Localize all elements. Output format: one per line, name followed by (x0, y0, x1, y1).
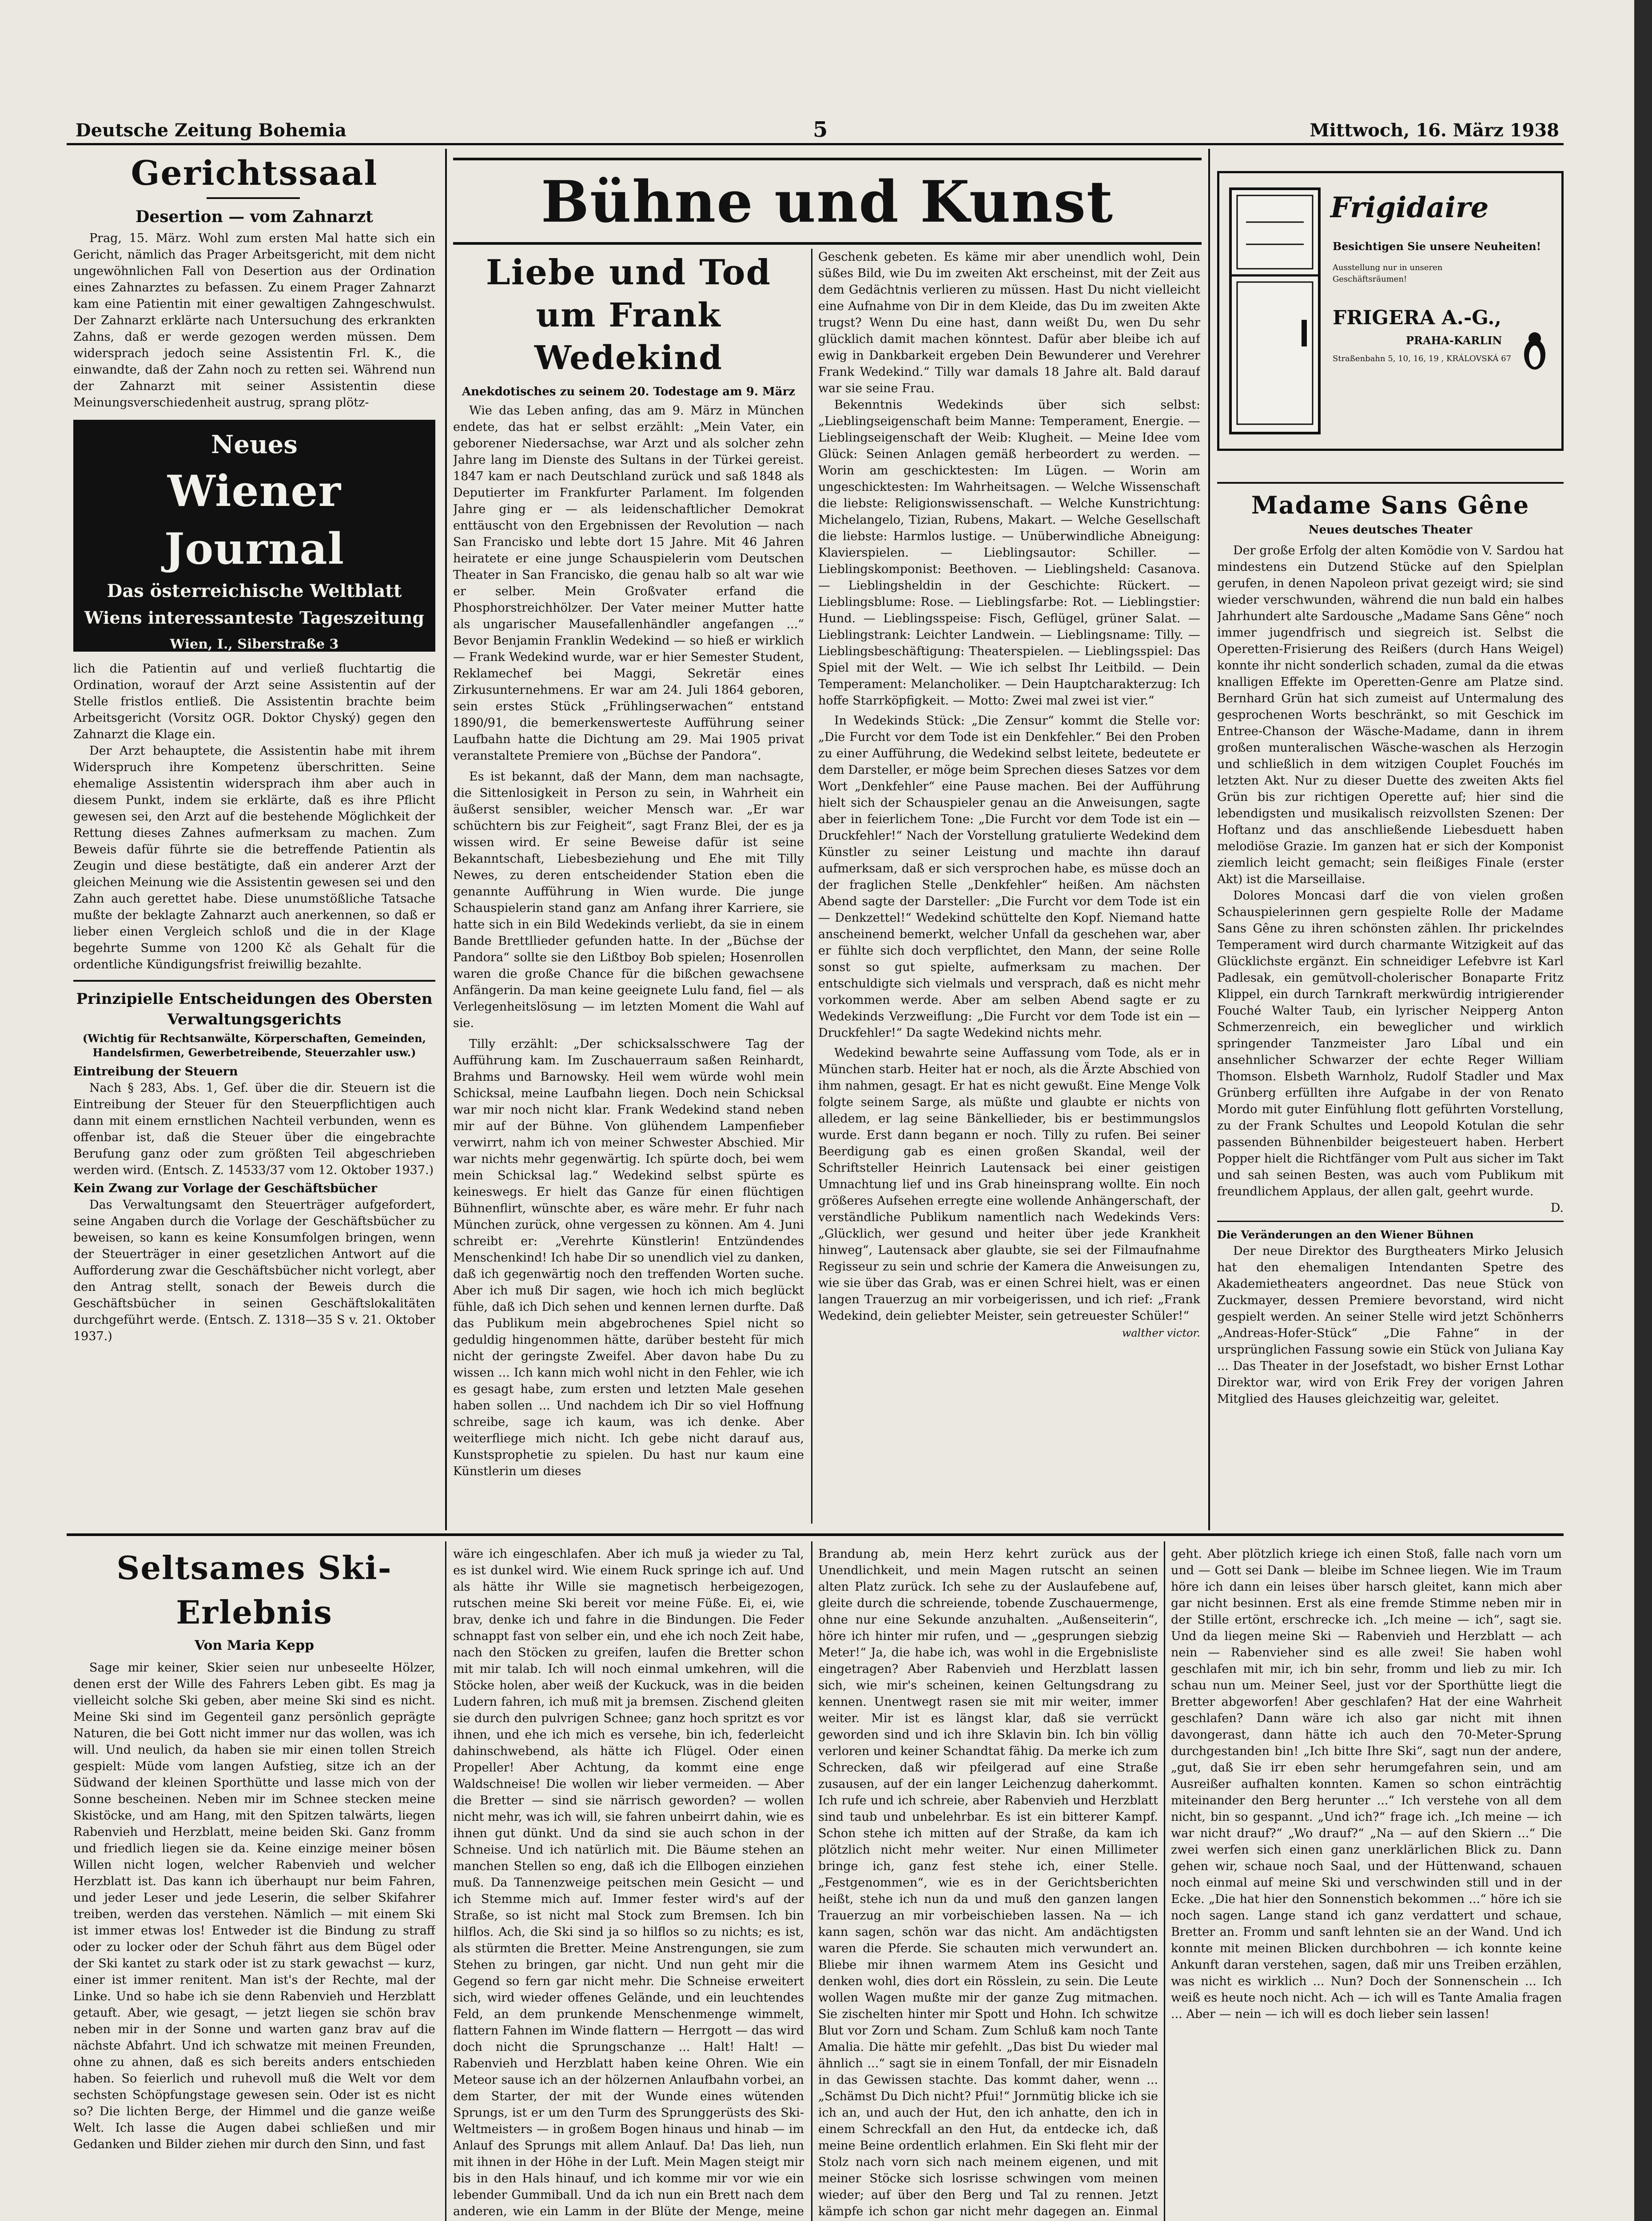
paragraph: Prag, 15. März. Wohl zum ersten Mal hatte sich ein Gericht, nämlich das Prager Arbeitsgericht, mit dem nicht ungewöhnlichen Fall von Desertion aus der Ordination eines Zahnarztes zu befassen. Zu einem Prager Zahnarzt kam eine Patientin mit einer gewaltigen Zahngeschwulst. Der Zahnarzt erklärte nach Untersuchung des erkrankten Zahns, daß er werde gezogen werden müssen. Dem widersprach jedoch seine Assistentin Frl. K., die einwandte, daß der Zahn noch zu retten sei. Während nun der Zahnarzt mit seiner Assistentin diese Meinungsverschiedenheit austrug, sprang plötz- (73, 231, 435, 410)
header-page-number: 5 (813, 117, 828, 142)
article-title: Prinzipielle Entscheidungen des Obersten Verwaltungsgerichts (76, 990, 433, 1028)
column-ski-2 (453, 1546, 804, 2221)
advertisement-frigidaire (1217, 171, 1564, 451)
article-author: walther victor. (1122, 1327, 1200, 1339)
penguin-icon (1517, 329, 1552, 373)
article-author: Von Maria Kepp (195, 1638, 314, 1653)
header-date: Mittwoch, 16. März 1938 (1310, 120, 1559, 141)
paragraph: Geschenk gebeten. Es käme mir aber unendlich wohl, Dein süßes Bild, wie Du im zweiten Akt erscheinst, mit der Zeit aus dem Gedächtnis verlieren zu müssen. Hast Du nicht vielleicht eine Aufnahme von Dir in dem Kleide, das Du im zweiten Akte trugst? Wenn Du eine hast, dann weißt Du, wen Du sehr glücklich damit machen könntest. Dafür aber bleibe ich auf ewig in Dankbarkeit ergeben Dein Bewunderer und Verehrer Frank Wedekind.“ Tilly war damals 18 Jahre alt. Bald darauf war sie seine Frau. (818, 250, 1200, 395)
column-ski-3 (818, 1546, 1158, 2221)
ad-line: Wiens interessanteste Tageszeitung (84, 608, 424, 628)
article-title: Madame Sans Gêne (1251, 491, 1530, 519)
column-wedekind-2 (818, 249, 1200, 1528)
paragraph: Brandung ab, mein Herz kehrt zurück aus der Unendlichkeit, und mein Magen rutscht an seinen alten Platz zurück. Ich sehe zu der Auslaufebene auf, gleite durch die schreiende, tobende Zuschauermenge, ohne nur eine Sekunde anzuhalten. „Außenseiterin“, höre ich hinter mir rufen, und — „gesprungen siebzig Meter!“ Ja, die habe ich, was wohl in die Ergebnisliste eingetragen? Aber Rabenvieh und Herzblatt lassen sich, wie mir's scheinen, keinen Geltungsdrang zu kennen. Unentwegt rasen sie mit mir weiter, immer weiter. Mir ist es längst klar, daß sie verrückt geworden sind und ich ihre Sklavin bin. Ich bin völlig verloren und keiner Schandtat fähig. Da merke ich zum Schrecken, daß wir pfeilgerad auf eine Straße zusausen, auf der ein langer Leichenzug daherkommt. Ich rufe und ich schreie, aber Rabenvieh und Herzblatt sind taub und unbelehrbar. Es ist ein bitterer Kampf. Schon stehe ich mitten auf der Straße, da kam ich plötzlich nicht mehr weiter. Nur einen Millimeter bringe ich, ganz fest stehe ich, einer Stelle. „Festgenommen“, wie es in der Gerichtsberichten heißt, stehe ich nun da und muß den ganzen langen Trauerzug an mir vorbeischieben lassen. Na — ich kann sagen, schön war das nicht. Am andächtigsten waren die Pferde. Sie schauten mich verwundert an. Bliebe mir ihnen warmem Atem ins Gesicht und denken wohl, dies dort ein Rösslein, zu sein. Die Leute wollen Wagen mußte mir der ganze Zug mitmachen. Sie zischelten hinter mir Spott und Hohn. Ich schwitze Blut vor Zorn und Scham. Zum Schluß kam noch Tante Amalia. Die hätte mir gefehlt. „Das bist Du wieder mal ähnlich ...“ sagt sie in einem Tonfall, der mir Eisnadeln in das Gewissen stachte. Das kommt daher, wenn ... „Schämst Du Dich nicht? Pfui!“ Jornmütig blicke ich sie ich an, und auch der Hut, den ich anhatte, den ich in einem Schreckfall an den Hut, da entdecke ich, daß meine Beine ordentlich erlahmen. Ein Ski fleht mir der Stolz nach vorn sich nach meinem eigenen, und mit meiner Stöcke sich losrisse schwingen vom meinen wieder; auf über den Berg und Tal zu rennen. Jetzt kämpfe ich schon gar nicht mehr dagegen an. Einmal (818, 1547, 1158, 2218)
ad-line: Neues (211, 430, 298, 459)
buehne-banner-wrap (453, 158, 1202, 247)
column-rule (1164, 1541, 1165, 2221)
column-gerichtssaal (73, 151, 435, 1528)
column-rule (1208, 149, 1210, 1530)
banner-rule (453, 158, 1202, 160)
title-underline (207, 197, 300, 199)
subheading: Kein Zwang zur Vorlage der Geschäftsbücher (73, 1182, 378, 1195)
paragraph: Wedekind bewahrte seine Auffassung vom Tode, als er in München starb. Heiter hat er noch, als die Ärzte Abschied von ihm nahmen, gesagt. Er hat es nicht gewußt. Eine Menge Volk folgte seinem Sarge, als müßte und glaubte er nichts von alledem, er lag seine Bänkellieder, bis er bestimmungslos wurde. Erst dann begann er noch. Tilly zu rufen. Bei seiner Beerdigung gab es einen großen Skandal, weil der Schriftsteller Heinrich Lautensack bei einer geistigen Umnachtung lief und ins Grab hineinsprang wollte. Ein noch größeres Aufsehen erregte eine wollende Anhängerschaft, der verständliche Publikum namentlich nach Wedekinds Vers: „Glücklich, wer gesund und heiter über jede Krankheit hinweg“, Lautensack aber glaubte, sie sei der Filmaufnahme Regisseur zu sein und schrie der Kamera die Anweisungen zu, wie sie über das Grab, was er einen Schrei hielt, was er einen langen Trauerzug an mir vorbeigerissen, und ich rief: „Frank Wedekind, dein geliebter Meister, sein getreuester Schüler!“ (818, 1046, 1200, 1323)
article-subtitle: Anekdotisches zu seinem 20. Todestage am 9. März (462, 385, 796, 398)
paragraph: lich die Patientin auf und verließ fluchtartig die Ordination, worauf der Arzt seine Assistentin auf der Stelle fristlos entließ. Die Assistentin brachte beim Arbeitsgericht (Vorsitz OGR. Doktor Chyský) gegen den Zahnarzt die Klage ein. (73, 662, 435, 741)
column-ski-1 (73, 1541, 435, 2221)
advertisement-wiener-journal (73, 420, 435, 652)
ad-brand: Frigidaire (1330, 191, 1489, 224)
paragraph: Tilly erzählt: „Der schicksalsschwere Tag der Aufführung kam. Im Zuschauerraum saßen Reinhardt, Brahms und Barnowsky. Heil wem würde wohl mein Schicksal, meine Laufbahn liegen. Doch nein Schicksal war mir noch nicht klar. Frank Wedekind stand neben mir auf der Bühne. Von glühendem Lampenfieber verwirrt, nahm ich von meiner Schwester Abschied. Mir war nichts mehr gegenwärtig. Ich spürte doch, bei wem mein Schicksal lag.“ Wedekind selbst spürte es keineswegs. Er hielt das Ganze für einen flüchtigen Bühnenflirt, wünschte aber, es wäre mehr. Er fuhr nach München zurück, ohne vergessen zu können. Am 4. Juni schreibt er: „Verehrte Künstlerin! Entzündendes Menschenkind! Ich habe Dir so unendlich viel zu danken, daß ich gegenwärtig noch den treffenden Worten suche. Aber ich muß Dir sagen, wie hoch ich mich beglückt fühle, daß ich Dich sehen und kennen lernen durfte. Daß das Publikum mein abgebrochenes Spiel nicht so geduldig hingenommen hätte, darüber besteht für mich nicht der geringste Zweifel. Aber davon habe Du zu wissen ... Ich kann mich wohl nicht in den Fehler, wie ich es gesagt habe, zum ersten und letzten Male gesehen haben sollen ... Und nachdem ich Dir so viel Hoffnung schreibe, sage ich kaum, was ich denke. Aber weiterfliege mich nicht. Ich gebe nicht darauf aus, Kunstsprophetie zu spielen. Du hast nur kaum eine Künstlerin um dieses (453, 1037, 804, 1478)
column-rule (445, 149, 447, 1530)
article-body (453, 1546, 804, 2221)
ad-line: Das österreichische Weltblatt (107, 581, 402, 601)
ad-line: Ausstellung nur in unseren Geschäftsräumen! (1333, 263, 1443, 284)
paragraph: Dolores Moncasi darf die von vielen großen Schauspielerinnen gern gespielte Rolle der Madame Sans Gêne zu ihren schönsten zählen. Ihr prickelndes Temperament wird durch charmante Witzigkeit auf das Glücklichste ergänzt. Ein schneidiger Lefebvre ist Karl Padlesak, ein gemütvoll-cholerischer Bonaparte Fritz Klippel, ein durch Tarnkraft merkwürdig intrigierender Fouché Walter Taub, ein lyrischer Neipperg Anton Schmerzenreich, ein beweglicher und wirklich springender Tanzmeister Jaro Líbal und ein ansehnlicher Schwarzer der echte Reger William Thomson. Elsbeth Warnholz, Rudolf Stadler und Max Grünberg erfüllten ihre Aufgabe in der von Renato Mordo mit guter Einfühlung flott geführten Vorstellung, zu der Frank Schultes und Leopold Kotulan die sehr passenden Bühnenbilder beigesteuert haben. Herbert Popper hielt die Richtfänger vom Pult aus sicher im Takt und sah seinen Besten, was auch vom Publikum mit freundlichem Applaus, der allen galt, geehrt wurde. (1217, 889, 1564, 1198)
ad-street: Straßenbahn 5, 10, 16, 19 , KRÁLOVSKÁ 67 (1333, 354, 1512, 363)
paragraph: Das Verwaltungsamt den Steuerträger aufgefordert, seine Angaben durch die Vorlage der Geschäftsbücher zu beweisen, so kann es keine Konsumfolgen bringen, wenn der Steuerträger in einer gesetzlichen Antwort auf die Aufforderung zwar die Geschäftsbücher nicht vorlegt, aber den Antrag stellt, sonach der Beweis durch die Geschäftsbücher in seinen Geschäftslokalitäten durchgeführt werde. (Entsch. Z. 1318—35 S v. 21. Oktober 1937.) (73, 1198, 435, 1343)
article-body (73, 230, 435, 411)
paragraph: Es ist bekannt, daß der Mann, dem man nachsagte, die Sittenlosigkeit in Person zu sein, in Wahrheit ein äußerst sensibler, weicher Mensch war. „Er war schüchtern bis zur Feigheit“, sagt Franz Blei, der es ja wissen wird. Er seine Beweise dafür ist seine Bekanntschaft, Liebesbeziehung und Ehe mit Tilly Newes, zu deren entscheidender Station eben die genannte Aufführung in Wien wurde. Die junge Schauspielerin stand ganz am Anfang ihrer Karriere, sie hatte sich in ein Bild Wedekinds verliebt, da sie in einem Bande Brettllieder gefunden hatte. In der „Büchse der Pandora“ sollte sie den Lißtboy Bob spielen; Hosenrollen waren die große Chance für die bißchen gewachsene Anfängerin. Da man keine geeignete Lulu fand, fiel — als Verlegenheitslösung — im letzten Moment die Wahl auf sie. (453, 770, 804, 1030)
column-rule (811, 249, 812, 1524)
article-body (818, 1546, 1158, 2221)
paragraph: Sage mir keiner, Skier seien nur unbeseelte Hölzer, denen erst der Wille des Fahrers Leben gibt. Es mag ja vielleicht solche Ski geben, aber meine Ski sind es nicht. Meine Ski sind im Gegenteil ganz persönlich geprägte Naturen, die bei Gott nicht immer nur das wollen, was ich will. Und neulich, da haben sie mir einen tollen Streich gespielt: Müde vom langen Aufstieg, sitze ich an der Südwand der kleinen Sporthütte und lasse mich von der Sonne bescheinen. Neben mir im Schnee stecken meine Skistöcke, und am Hang, mit den Spitzen talwärts, liegen Rabenvieh und Herzblatt, meine beiden Ski. Ganz fromm und friedlich liegen sie da. Keine einzige meiner bösen Willen nicht logen, welcher Rabenvieh und welcher Herzblatt ist. Das kann ich überhaupt nur beim Fahren, und jeder Leser und jede Leserin, die selber Skifahrer treiben, werden das verstehen. Nämlich — mit einem Ski ist immer etwas los! Entweder ist die Bindung zu straff oder zu locker oder der Schuh fährt aus dem Bügel oder der Ski kantet zu stark oder ist zu stark gewachst — kurz, einer ist immer renitent. Man ist's der Rechte, mal der Linke. Und so habe ich sie denn Rabenvieh und Herzblatt getauft. Aber, wie gesagt, — jetzt liegen sie schön brav neben mir in der Sonne und warten ganz brav auf die nächste Abfahrt. Und ich schwatze mit meinen Freunden, ohne zu ahnen, daß es sich bereits anders entschieden haben. So feierlich und ruhevoll muß die Welt vor dem sechsten Schöpfungstage gewesen sein. Oder ist es nicht so? Die lichten Berge, der Himmel und die ganze weiße Welt. Ich lasse die Augen dabei schließen und mir Gedanken und Bilder ziehen mir durch den Sinn, und fast (73, 1661, 435, 2151)
paragraph: wäre ich eingeschlafen. Aber ich muß ja wieder zu Tal, es ist dunkel wird. Wie einem Ruck springe ich auf. Und als hätte ihr Wille sie magnetisch herbeigezogen, rutschen meine Ski bereit vor meine Füße. Ei, ei, wie brav, denke ich und fahre in die Bindungen. Die Feder schnappt fast von selber ein, und ehe ich noch Zeit habe, nach den Stöcken zu greifen, laufen die Bretter schon mit mir talab. Ich will noch einmal umkehren, will die Stöcke holen, aber weiß der Kuckuck, was in die beiden Ludern fahren, ich muß mit ja bremsen. Zischend gleiten sie durch den pulvrigen Schnee; ganz hoch spritzt es vor ihnen, und ehe ich mich es versehe, bin ich, federleicht dahinschwebend, als hätte ich Flügel. Oder einen Propeller! Aber Achtung, da kommt eine enge Waldschneise! Die wollen wir lieber vermeiden. — Aber die Bretter — sind sie närrisch geworden? — wollen nicht mehr, was ich will, sie fahren unbeirrt dahin, wie es ihnen gut dünkt. Und da sind sie auch schon in der Schneise. Und ich natürlich mit. Die Bäume stehen an manchen Stellen so eng, daß ich die Ellbogen einziehen muß. Da Tannenzweige peitschen mein Gesicht — und ich Stemme mich auf. Immer fester wird's auf der Straße, so ist nicht mal Stock zum Bremsen. Ich bin hilflos. Ach, die Ski sind ja so hilflos so zu nichts; es ist, als stürmten die Bretter. Meine Anstrengungen, sie zum Stehen zu bringen, gar nicht. Und nun geht mir die Gegend so fern gar nicht mehr. Die Schneise erweitert sich, wird wieder offenes Gelände, und ein leuchtendes Feld, an dem prunkende Menschenmenge wimmelt, flattern Fahnen im Winde flattern — Herrgott — das wird doch nicht die Sprungschanze ... Halt! Halt! — Rabenvieh und Herzblatt haben keine Ohren. Wie ein Meteor sause ich an der hölzernen Anlaufbahn vorbei, an dem Starter, der mit der Wunde eines wütenden Sprungs, ist er um den Turm des Sprunggerüsts des Ski-Weltmeisters — in großem Bogen hinaus und hinab — im Anlauf des Sprungs mit allem Anlauf. Da! Das lieh, nun mit ihnen in der Höhe in der Luft. Mein Magen steigt mir bis in den Hals hinauf, und ich komme mir vor wie ein lebender Gummiball. Und da ich nun ein Brett nach dem anderen, wie ein Lamm in der Blüte der Menge, meine (453, 1547, 804, 2218)
article-body (453, 402, 804, 1480)
article-body (1217, 542, 1564, 1407)
header-rule (67, 143, 1564, 145)
article-body (73, 1063, 435, 1345)
article-body (73, 661, 435, 973)
article-subtitle: (Wichtig für Rechtsanwälte, Körperschaften, Gemeinden, Handelsfirmen, Gewerbetreibende, Steuerzahler usw.) (83, 1032, 426, 1059)
paragraph: Der große Erfolg der alten Komödie von V. Sardou hat mindestens ein Dutzend Stücke auf den Spielplan gerufen, in denen Napoleon privat gezeigt wird; sie sind wieder verschwunden, während die nun bald ein halbes Jahrhundert alte Sardousche „Madame Sans Gêne“ noch immer jugendfrisch und siegreich ist. Selbst die Operetten-Frisierung des Reißers (durch Hans Weigel) konnte ihr nicht sonderlich schaden, zumal da die etwas knalligen Effekte im Operetten-Genre am Platze sind. Bernhard Grün hat sich zumeist auf Untermalung des gesprochenen Worts beschränkt, so mit Geschick im Entree-Chanson der Wäsche-Madame, dann in ihrem großen munteralischen Wäsche-waschen als Herzogin und schließlich in dem witzigen Couplet Fouchés im letzten Akt. Nur zu dieser Duette des zweiten Akts fiel Grün bis zur richtigen Operette auf; hier sind die lebendigsten und musikalisch reizvollsten Szenen: Der Hoftanz und das anschließende Liebesduett haben melodiöse Grazie. Im ganzen hat er sich der Komponist ziemlich leicht gemacht; sein fleißiges Finale (erster Akt) ist die Marseillaise. (1217, 544, 1564, 886)
ad-masthead: Wiener Journal (164, 466, 345, 574)
article-title: Seltsames Ski-Erlebnis (116, 1549, 392, 1631)
ad-city: PRAHA-KARLIN (1406, 334, 1502, 347)
article-rule (1217, 482, 1564, 484)
paragraph: geht. Aber plötzlich kriege ich einen Stoß, falle nach vorn um und — Gott sei Dank — bleibe im Schnee liegen. Wie im Traum höre ich dann ein leises über harsch gleitet, kann mich aber gar nicht besinnen. Erst als eine fremde Stimme neben mir in der Stille ertönt, erschrecke ich. „Ich meine — ich“, sagt sie. Und da liegen meine Ski — Rabenvieh und Herzblatt — ach nein — Rabenvieher sind es alle zwei! Sie haben wohl geschlafen mit mir, ich bin sehr, fromm und lieb zu mir. Ich schau nun um. Meiner Seel, just vor der Sporthütte liegt die Bretter abgeworfen! Aber geschlafen? Hat der eine Wahrheit geschlafen? Dann wäre ich also gar nicht mit ihnen davongerast, dann hätte ich auch den 70-Meter-Sprung durchgestanden bin! „Ich bitte Ihre Ski“, sagt nun der andere, „gut, daß Sie irr eben sehr herumgefahren sein, und am Ausreißer aufhalten konnten. Kamen so schon einträchtig miteinander den Berg herunter ...“ Ich verstehe von all dem nicht, bin so gespannt. „Und ich?“ frage ich. „Ich meine — ich war nicht drauf?“ „Wo drauf?“ „Na — auf den Skiern ...“ Die zwei werfen sich einen ganz unerklärlichen Blick zu. Dann gehen wir, schaue noch Saal, und der Hüttenwand, schauen noch einmal auf meine Ski und verschwinden still und in der Ecke. „Die hat hier den Sonnenstich bekommen ...“ höre ich sie noch sagen. Lange stand ich ganz verdattert und schaue, Bretter an. Fromm und sanft lehnten sie an der Wand. Und ich konnte mit meinen Blicken durchbohren — ich konnte keine Ankunft daran verstehen, sagen, daß mir uns Treiben erzählen, was nicht es wirklich ... Nun? Doch der Sonnenschein ... Ich weiß es heute noch nicht. Ach — ich will es Tante Amalia fragen ... Aber — nein — ich will es doch lieber sein lassen! (1171, 1547, 1562, 2021)
scan-edge (1634, 0, 1652, 2221)
article-subtitle: Desertion — vom Zahnarzt (135, 207, 373, 226)
header-paper-name: Deutsche Zeitung Bohemia (76, 120, 346, 141)
ad-line: Besichtigen Sie unsere Neuheiten! (1333, 240, 1541, 253)
section-title: Gerichtssaal (131, 153, 378, 193)
article-rule (1217, 1221, 1564, 1222)
paragraph: Wie das Leben anfing, das am 9. März in München endete, das hat er selbst erzählt: „Mein Vater, ein geborener Niedersachse, war Arzt und als solcher zehn Jahre lang im Dienste des Sultans in der Türkei gereist. 1847 kam er nach Deutschland zurück und saß 1848 als Deputierter im Frankfurter Parlament. Im folgenden Jahre ging er — als leidenschaftlicher Demokrat enttäuscht von den Ergebnissen der Revolution — nach San Francisko und lebte dort 15 Jahre. Mit 46 Jahren heiratete er eine junge Schauspielerin vom Deutschen Theater in San Francisko, die genau halb so alt war wie er selber. Mein Großvater erfand die Phosphorstreichhölzer. Der Vater meiner Mutter hatte als ungarischer Mausefallenhändler angefangen ...“ Bevor Benjamin Franklin Wedekind — so hieß er wirklich — Frank Wedekind wurde, war er hier Semester Student, Reklamechef bei Maggi, Sekretär eines Zirkusunternehmens. Er war am 24. Juli 1864 geboren, sein erstes Stück „Frühlingserwachen“ entstand 1890/91, die bemerkenswerteste Aufführung seiner Laufbahn hatte die Dichtung am 29. Mai 1905 privat veranstaltete Premiere von „Büchse der Pandora“. (453, 404, 804, 763)
paragraph: Bekenntnis Wedekinds über sich selbst: „Lieblingseigenschaft beim Manne: Temperament, Energie. — Lieblingseigenschaft der Weib: Klugheit. — Meine Idee vom Glück: Seinen Anlagen gemäß herbeordert zu werden. — Worin am geschicktesten: Im Lügen. — Worin am ungeschicktesten: Im Wahrheitsagen. — Welche Wissenschaft die liebste: Religionswissenschaft. — Welche Kunstrichtung: Michelangelo, Tizian, Rubens, Makart. — Welche Gesellschaft die liebste: Harmlos lustige. — Unüberwindliche Abneigung: Klavierspielen. — Lieblingsautor: Schiller. — Lieblingskomponist: Beethoven. — Lieblingsheld: Casanova. — Lieblingsheldin in der Geschichte: Rückert. — Lieblingsblume: Rose. — Lieblingsfarbe: Rot. — Lieblingstier: Hund. — Lieblingsspeise: Fisch, Geflügel, grüner Salat. — Lieblingstrank: Leichter Landwein. — Lieblingsname: Tilly. — Lieblingsbeschäftigung: Theaterspielen. — Lieblingsspiel: Das Spiel mit der Welt. — Wie ich selbst Ihr Leitbild. — Dein Temperament: Melancholiker. — Dein Hauptcharakterzug: Ich hoffe Starrköpfigkeit. — Motto: Zwei mal zwei ist vier.“ (818, 398, 1200, 708)
article-rule (73, 980, 435, 982)
subheading: Die Veränderungen an den Wiener Bühnen (1217, 1228, 1474, 1241)
paragraph: Nach § 283, Abs. 1, Gef. über die dir. Steuern ist die Eintreibung der Steuer für den Steuerpflichtigen auch dann mit einem ernstlichen Nachteil verbunden, wenn es offenbar ist, daß die Steuer über die eingebrachte Berufung ganz oder zum größten Teil abgeschrieben werden wird. (Entsch. Z. 14533/37 vom 12. Oktober 1937.) (73, 1081, 435, 1177)
article-title: um Frank Wedekind (534, 296, 723, 377)
subheading: Eintreibung der Steuern (73, 1065, 238, 1079)
column-madame (1217, 151, 1564, 1528)
article-body (73, 1660, 435, 2153)
section-rule (67, 1533, 1564, 1536)
column-ski-4 (1171, 1546, 1562, 2221)
paragraph: Der Arzt behauptete, die Assistentin habe mit ihrem Widerspruch ihre Kompetenz überschritten. Seine ehemalige Assistentin widersprach ihm aber auch in diesem Punkt, indem sie erklärte, daß es ihre Pflicht gewesen sei, den Arzt auf die bestehende Möglichkeit der Rettung dieses Zahnes aufmerksam zu machen. Zum Beweis dafür führte sie die betreffende Patientin als Zeugin und diese bestätigte, daß ein anderer Arzt der gleichen Meinung wie die Assistentin gewesen sei und den Zahn auch gerettet habe. Diese unumstößliche Tatsache mußte der beklagte Zahnarzt auch anerkennen, so daß er lieber einen Vergleich schloß und die in der Klage begehrte Summe von 1200 Kč als Gehalt für die ordentliche Kündigungsfrist freiwillig bezahlte. (73, 744, 435, 971)
ad-address: Wien, I., Siberstraße 3 (170, 637, 339, 652)
article-subtitle: Neues deutsches Theater (1308, 523, 1473, 537)
article-title: Liebe und Tod (486, 252, 772, 293)
banner-rule (453, 242, 1202, 245)
article-body (818, 249, 1200, 1324)
column-rule (445, 1541, 446, 2221)
article-signature: D. (1550, 1201, 1564, 1215)
refrigerator-icon (1228, 187, 1322, 435)
column-wedekind-1 (453, 249, 804, 1528)
section-banner: Bühne und Kunst (541, 169, 1114, 235)
ad-company: FRIGERA A.-G., (1333, 306, 1501, 329)
article-body (1171, 1546, 1562, 2022)
paragraph: Der neue Direktor des Burgtheaters Mirko Jelusich hat den ehemaligen Intendanten Spetre des Akademietheaters angeordnet. Das neue Stück von Zuckmayer, dessen Premiere bevorstand, wird nicht gespielt werden. An seiner Stelle wird jetzt Schönherrs „Andreas-Hofer-Stück“ „Die Fahne“ in der ursprünglichen Fassung sowie ein Stück von Juliana Kay ... Das Theater in der Josefstadt, wo bisher Ernst Lothar Direktor war, wird von Erik Frey der vorigen Jahren Mitglied des Hauses gleichzeitig war, geleitet. (1217, 1244, 1564, 1406)
column-rule (811, 1541, 812, 2221)
paragraph: In Wedekinds Stück: „Die Zensur“ kommt die Stelle vor: „Die Furcht vor dem Tode ist ein Denkfehler.“ Bei den Proben zu einer Aufführung, die Wedekind selbst leitete, bedeutete er dem Darsteller, er möge beim Sprechen dieses Satzes vor dem Wort „Denkfehler“ eine Pause machen. Bei der Aufführung hielt sich der Schauspieler genau an die Anweisungen, sagte aber in feierlichem Tone: „Die Furcht vor dem Tode ist ein — Druckfehler!“ Nach der Vorstellung gratulierte Wedekind dem Künstler zu seiner Leistung und machte ihn darauf aufmerksam, daß er sich versprochen habe, es müsse doch an der fraglichen Stelle „Denkfehler“ heißen. Am nächsten Abend sagte der Darsteller: „Die Furcht vor dem Tode ist ein — Denkzettel!“ Wedekind schüttelte den Kopf. Niemand hatte anscheinend bemerkt, welcher Unfall da geschehen war, aber er fühlte sich doch verpflichtet, den Mann, der seine Rolle sonst so gut spielte, aufmerksam zu machen. Der entschuldigte sich vielmals und versprach, daß es nicht mehr vorkommen werde. Aber am selben Abend sagte er zu Wedekinds Verzweiflung: „Die Furcht vor dem Tode ist ein — Druckfehler!“ Da sagte Wedekind nichts mehr. (818, 714, 1200, 1040)
